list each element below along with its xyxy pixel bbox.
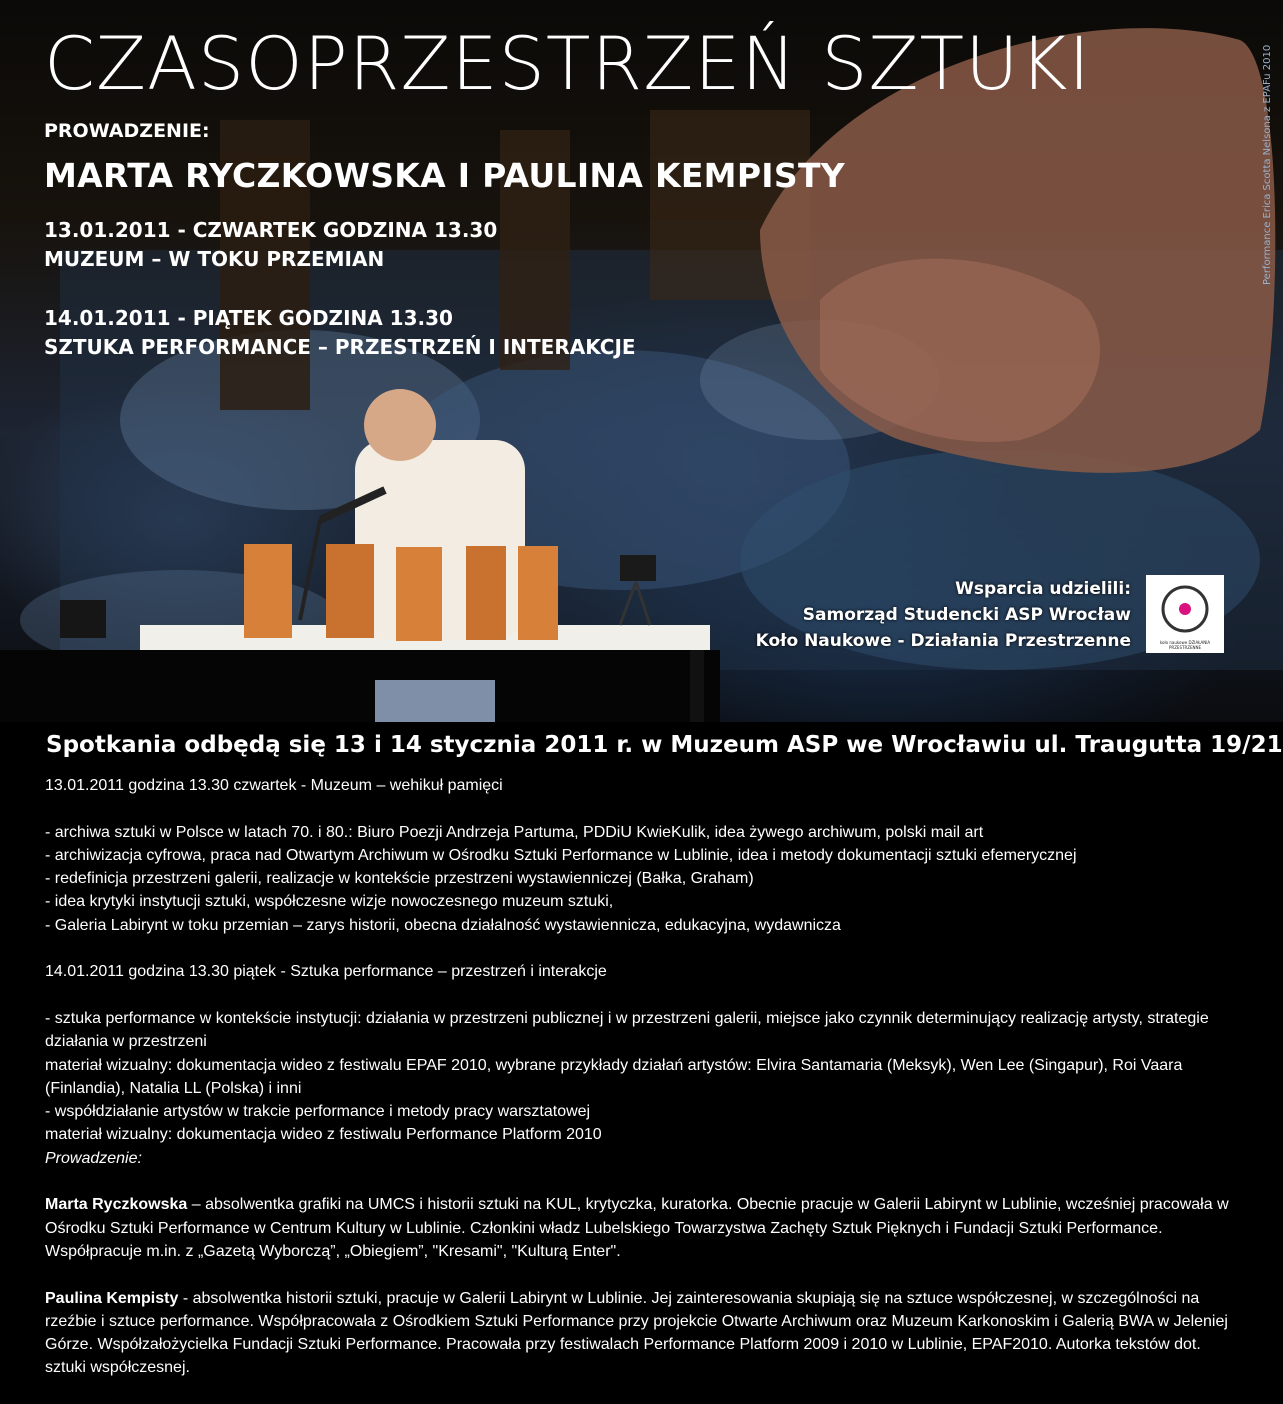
program-text bbox=[45, 774, 1245, 1380]
day2-item: - współdziałanie artystów w trakcie performance i metody pracy warsztatowej bbox=[45, 1103, 591, 1121]
bio-text: – absolwentka grafiki na UMCS i historii sztuki na KUL, krytyczka, kuratorka. Obecnie pracuje w Galerii Labirynt w Lublinie, wcześniej pracowała w Ośrodku Sztuki Performance w Centrum Kultury w Lublinie. Członkini władz Lubelskiego Towarzystwa Zachęty Sztuk Pięknych i Fundacji Sztuki Performance. Współpracuje m.in. z „Gazetą Wyborczą”, „Obiegiem”, "Kresami", "Kulturą Enter". bbox=[45, 1196, 1229, 1260]
day1-item: - redefinicja przestrzeni galerii, realizacje w kontekście przestrzeni wystawienniczej (Bałka, Graham) bbox=[45, 870, 754, 888]
poster-title: CZASOPRZESTRZEŃ SZTUKI bbox=[44, 22, 1091, 107]
session-1 bbox=[44, 216, 497, 274]
support-heading: Wsparcia udzielili: bbox=[955, 579, 1131, 599]
day1-item: - archiwa sztuki w Polsce w latach 70. i 80.: Biuro Poezji Andrzeja Partuma, PDDiU KwieKulik, idea żywego archiwum, polski mail art bbox=[45, 823, 984, 841]
session-1-date: 13.01.2011 - CZWARTEK GODZINA 13.30 bbox=[44, 218, 498, 242]
support-line-1: Samorząd Studencki ASP Wrocław bbox=[802, 605, 1131, 625]
day1-item: - archiwizacja cyfrowa, praca nad Otwartym Archiwum w Ośrodku Sztuki Performance w Lublinie, idea i metody dokumentacji sztuki efemerycznej bbox=[45, 846, 1077, 864]
session-2-topic: SZTUKA PERFORMANCE – PRZESTRZEŃ I INTERAKCJE bbox=[44, 335, 636, 359]
session-1-topic: MUZEUM – W TOKU PRZEMIAN bbox=[44, 247, 385, 271]
photo-credit: Performance Erica Scotta Nelsona z EPAFu 2010 bbox=[1262, 44, 1273, 285]
bio-name: Paulina Kempisty bbox=[45, 1289, 179, 1307]
session-2 bbox=[44, 304, 636, 362]
bio-paulina bbox=[45, 1287, 1245, 1380]
lead-names: MARTA RYCZKOWSKA I PAULINA KEMPISTY bbox=[44, 156, 845, 195]
event-headline: Spotkania odbędą się 13 i 14 stycznia 2011 r. w Muzeum ASP we Wrocławiu ul. Traugutta 19/21 bbox=[46, 732, 1283, 758]
bio-name: Marta Ryczkowska bbox=[45, 1196, 188, 1214]
day2-item: materiał wizualny: dokumentacja wideo z festiwalu Performance Platform 2010 bbox=[45, 1126, 602, 1144]
support-line-2: Koło Naukowe - Działania Przestrzenne bbox=[755, 631, 1131, 651]
day1-heading: 13.01.2011 godzina 13.30 czwartek - Muzeum – wehikuł pamięci bbox=[45, 777, 503, 794]
day1-item: - idea krytyki instytucji sztuki, współczesne wizje nowoczesnego muzeum sztuki, bbox=[45, 893, 614, 911]
day1-item: - Galeria Labirynt w toku przemian – zarys historii, obecna działalność wystawiennicza, edukacyjna, wydawnicza bbox=[45, 916, 841, 934]
bio-marta bbox=[45, 1193, 1245, 1263]
day2-lead-label: Prowadzenie: bbox=[45, 1149, 142, 1167]
lead-label: PROWADZENIE: bbox=[44, 120, 210, 142]
day2-item: materiał wizualny: dokumentacja wideo z festiwalu EPAF 2010, wybrane przykłady działań artystów: Elvira Santamaria (Meksyk), Wen Lee (Singapur), Roi Vaara (Finlandia), Natalia LL (Polska) i inni bbox=[45, 1056, 1183, 1097]
day2-item: - sztuka performance w kontekście instytucji: działania w przestrzeni publicznej i w przestrzeni galerii, miejsce jako czynnik determinujący realizację artysty, strategie działania w przestrzeni bbox=[45, 1009, 1209, 1051]
bio-text: - absolwentka historii sztuki, pracuje w Galerii Labirynt w Lublinie. Jej zainteresowania skupiają się na sztuce współczesnej, w szczególności na rzeźbie i sztuce performance. Współpracowała z Ośrodkiem Sztuki Performance przy projekcie Otwarte Archiwum oraz Muzeum Karkonoskim i Galerią BWA w Jeleniej Górze. Współzałożycielka Fundacji Sztuki Performance. Pracowała przy festiwalach Performance Platform 2009 i 2010 w Lublinie, EPAF2010. Autorka tekstów dot. sztuki współczesnej. bbox=[45, 1289, 1228, 1377]
day2-heading: 14.01.2011 godzina 13.30 piątek - Sztuka performance – przestrzeń i interakcje bbox=[45, 963, 607, 981]
session-2-date: 14.01.2011 - PIĄTEK GODZINA 13.30 bbox=[44, 306, 453, 330]
logo-caption: koło naukowe DZIAŁANIA PRZESTRZENNE bbox=[1159, 640, 1211, 650]
kolo-naukowe-logo bbox=[1146, 575, 1224, 653]
support-block bbox=[756, 576, 1131, 654]
